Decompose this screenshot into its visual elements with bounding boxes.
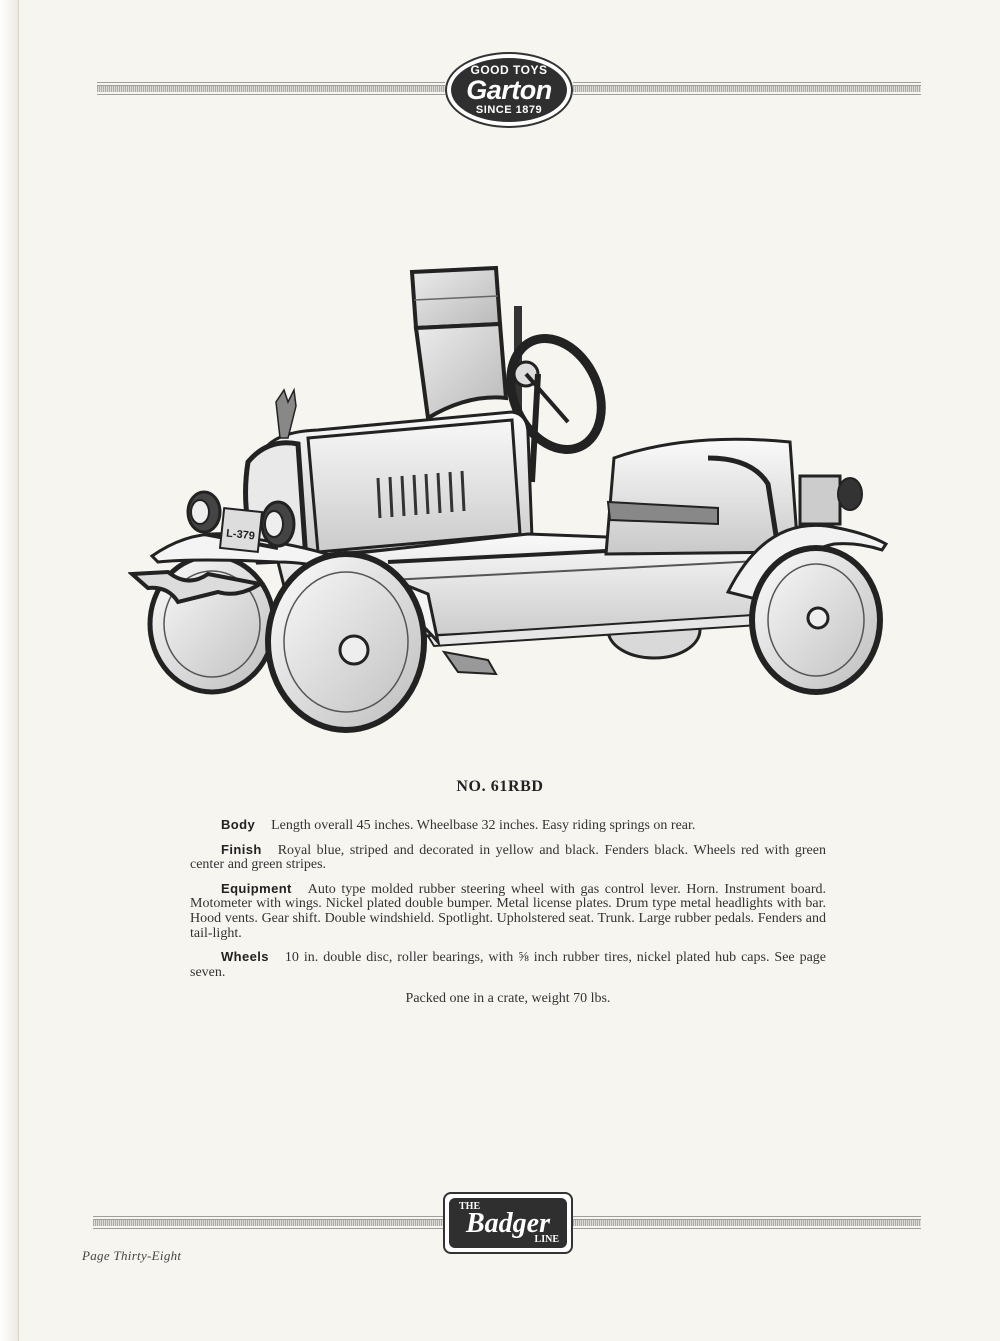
spec-text: 10 in. double disc, roller bearings, with ⅝ inch rubber tires, nickel plated hub caps. See page seven. [190,950,826,980]
spec-equipment [190,882,826,941]
spec-label: Wheels [221,949,269,965]
spec-text: Royal blue, striped and decorated in yellow and black. Fenders black. Wheels red with green center and green stripes. [190,842,826,873]
pedal-car-illustration [128,262,890,737]
front-near-wheel [268,554,424,730]
spec-list [190,818,826,1007]
spec-body [190,818,826,834]
license-plate-text: L-379 [225,527,256,543]
pedal [444,652,496,674]
badger-logo-name: Badger [466,1207,550,1239]
model-title: NO. 61RBD [456,778,544,795]
header-rule-left [97,82,445,96]
spec-label: Equipment [221,880,292,896]
spec-wheels [190,950,826,980]
badger-logo-line: LINE [534,1233,559,1245]
spec-finish [190,843,826,873]
garton-logo-top: GOOD TOYS [470,63,548,77]
spec-text: Auto type molded rubber steering wheel with gas control lever. Horn. Instrument board. Motometer with wings. Nickel plated double bumper. Metal license plates. Drum type metal headlights with bar. Hood vents. Gear shift. Double windshield. Spotlight. Upholstered seat. Trunk. Large rubber pedals. Fenders and tail-light. [190,881,826,941]
spec-text: Length overall 45 inches. Wheelbase 32 inches. Easy riding springs on rear. [271,818,696,833]
garton-logo-name: Garton [466,75,552,105]
spec-label: Finish [221,841,262,857]
garton-logo [445,52,573,128]
garton-logo-bottom: SINCE 1879 [475,104,543,116]
badger-logo-the: THE [459,1200,481,1212]
rear-near-wheel [752,548,880,692]
license-plate [220,508,262,552]
footer-rule-right [571,1216,921,1230]
badger-line-logo [443,1192,573,1254]
spec-label: Body [221,817,256,832]
packing-note: Packed one in a crate, weight 70 lbs. [405,991,611,1007]
footer-rule-left [93,1216,443,1230]
page-number: Page Thirty-Eight [82,1248,182,1263]
header-rule-right [573,82,921,96]
page-edge [0,0,18,1341]
